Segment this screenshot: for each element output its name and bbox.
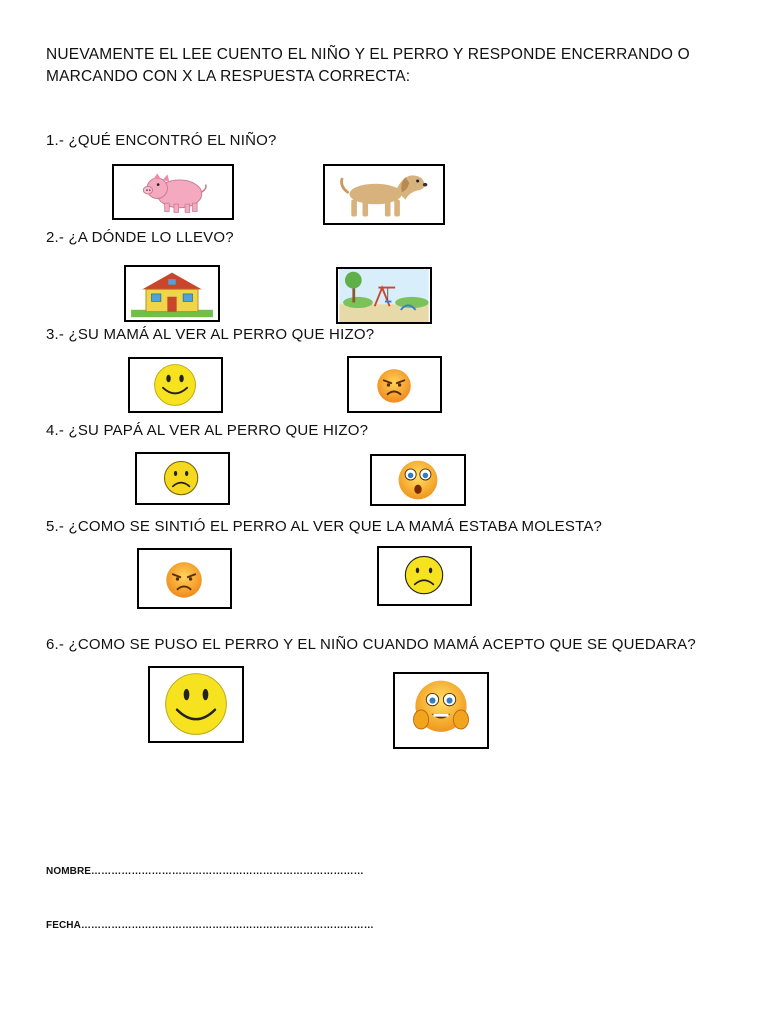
answer-option-sad-face[interactable] [135, 452, 230, 505]
answer-option-happy-face-2[interactable] [148, 666, 244, 743]
answer-option-pig[interactable] [112, 164, 234, 220]
question-3: 3.- ¿SU MAMÁ AL VER AL PERRO QUE HIZO? [46, 326, 375, 343]
angry-face-icon [139, 550, 230, 607]
answer-option-house[interactable] [124, 265, 220, 322]
question-2: 2.- ¿A DÓNDE LO LLEVO? [46, 229, 234, 246]
excited-face-icon [395, 674, 487, 747]
answer-option-sad-face-2[interactable] [377, 546, 472, 606]
answer-option-excited-face[interactable] [393, 672, 489, 749]
answer-option-dog[interactable] [323, 164, 445, 225]
question-6: 6.- ¿COMO SE PUSO EL PERRO Y EL NIÑO CUANDO MAMÁ ACEPTO QUE SE QUEDARA? [46, 636, 696, 653]
answer-option-happy-face[interactable] [128, 357, 223, 413]
happy-face-icon [150, 668, 242, 741]
name-field[interactable]: NOMBRE……………………………………………………………………… [46, 866, 364, 877]
answer-option-angry-face[interactable] [347, 356, 442, 413]
answer-option-surprised-face[interactable] [370, 454, 466, 506]
answer-option-park[interactable] [336, 267, 432, 324]
happy-face-icon [130, 359, 221, 411]
question-1: 1.- ¿QUÉ ENCONTRÓ EL NIÑO? [46, 132, 277, 149]
dog-icon [325, 166, 443, 223]
sad-face-icon [137, 454, 228, 503]
surprised-face-icon [372, 456, 464, 504]
park-icon [338, 269, 430, 322]
instructions: NUEVAMENTE EL LEE CUENTO EL NIÑO Y EL PERRO Y RESPONDE ENCERRANDO O MARCANDO CON X LA RESPUESTA CORRECTA: [46, 46, 690, 85]
pig-icon [114, 166, 232, 218]
date-field[interactable]: FECHA…………………………………………………………………………… [46, 920, 374, 931]
question-5: 5.- ¿COMO SE SINTIÓ EL PERRO AL VER QUE LA MAMÁ ESTABA MOLESTA? [46, 518, 603, 535]
answer-option-angry-face-2[interactable] [137, 548, 232, 609]
sad-face-icon [379, 548, 470, 604]
angry-face-icon [349, 358, 440, 411]
question-4: 4.- ¿SU PAPÁ AL VER AL PERRO QUE HIZO? [46, 422, 369, 439]
house-icon [126, 267, 218, 320]
